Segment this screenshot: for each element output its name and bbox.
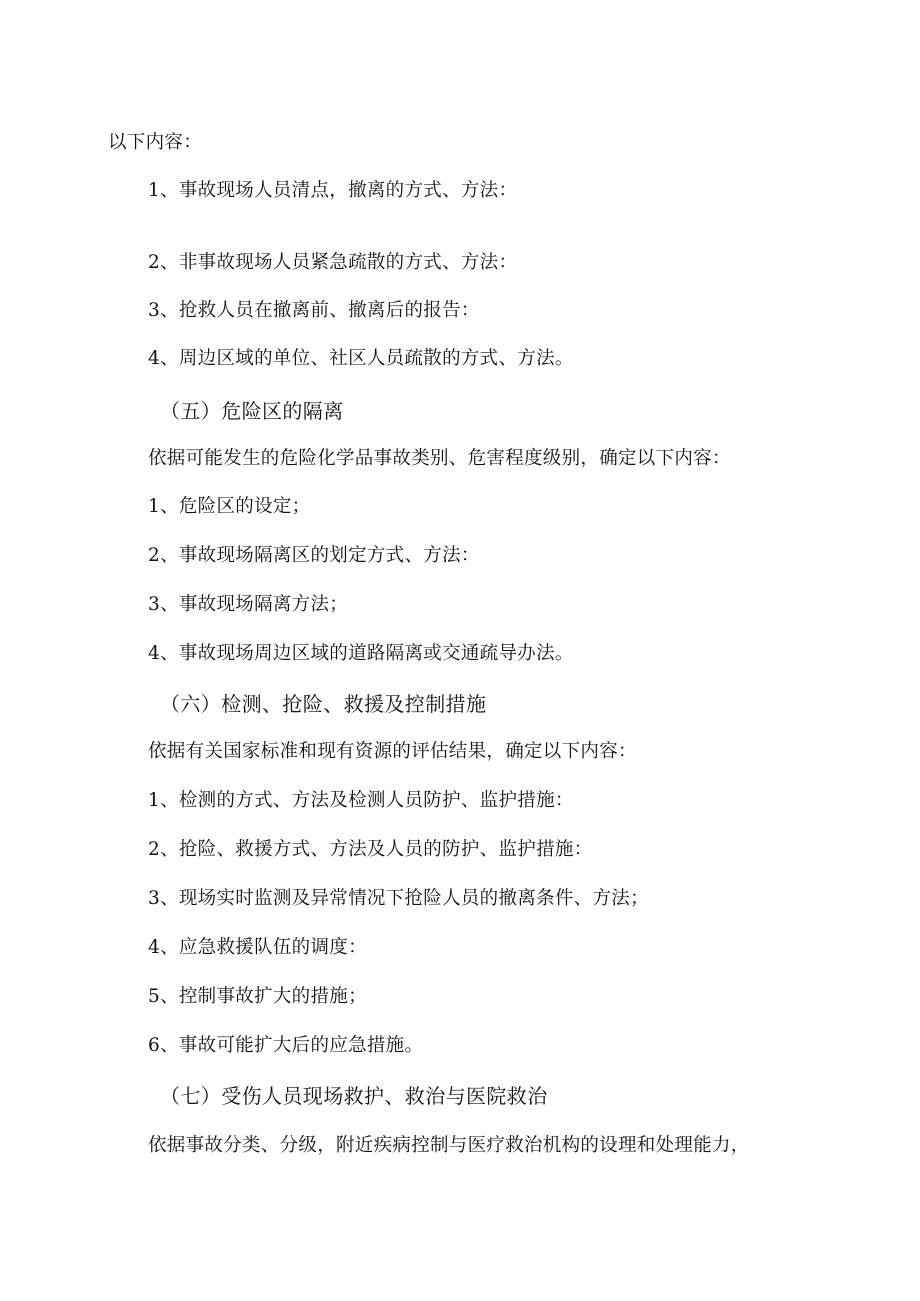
section-5-item-1: 1、危险区的设定； — [148, 496, 311, 517]
section-5-item-4: 4、事故现场周边区域的道路隔离或交通疏导办法。 — [148, 643, 574, 664]
section-6-item-4: 4、应急救援队伍的调度： — [148, 937, 367, 958]
section-6-heading: （六）检测、抢险、救援及控制措施 — [160, 692, 487, 716]
intro-tail-text: 以下内容： — [108, 132, 203, 153]
section-5-intro: 依据可能发生的危险化学品事故类别、危害程度级别，确定以下内容： — [148, 448, 731, 469]
evac-item-4: 4、周边区域的单位、社区人员疏散的方式、方法。 — [148, 348, 574, 369]
evac-item-1: 1、事故现场人员清点，撤离的方式、方法： — [148, 180, 518, 201]
section-5-item-2: 2、事故现场隔离区的划定方式、方法： — [148, 545, 480, 566]
evac-item-3: 3、抢救人员在撤离前、撤离后的报告： — [148, 300, 480, 321]
section-6-item-1: 1、检测的方式、方法及检测人员防护、监护措施： — [148, 790, 574, 811]
section-5-item-3: 3、事故现场隔离方法； — [148, 594, 349, 615]
section-6-item-5: 5、控制事故扩大的措施； — [148, 986, 367, 1007]
section-6-item-2: 2、抢险、救援方式、方法及人员的防护、监护措施： — [148, 839, 593, 860]
section-6-item-6: 6、事故可能扩大后的应急措施。 — [148, 1035, 424, 1056]
section-7-heading: （七）受伤人员现场救护、救治与医院救治 — [160, 1084, 548, 1108]
section-6-item-3: 3、现场实时监测及异常情况下抢险人员的撤离条件、方法； — [148, 888, 649, 909]
section-7-intro: 依据事故分类、分级，附近疾病控制与医疗救治机构的设理和处理能力， — [148, 1135, 750, 1156]
evac-item-2: 2、非事故现场人员紧急疏散的方式、方法： — [148, 252, 518, 273]
section-5-heading: （五）危险区的隔离 — [160, 399, 344, 423]
section-6-intro: 依据有关国家标准和现有资源的评估结果，确定以下内容： — [148, 741, 637, 762]
